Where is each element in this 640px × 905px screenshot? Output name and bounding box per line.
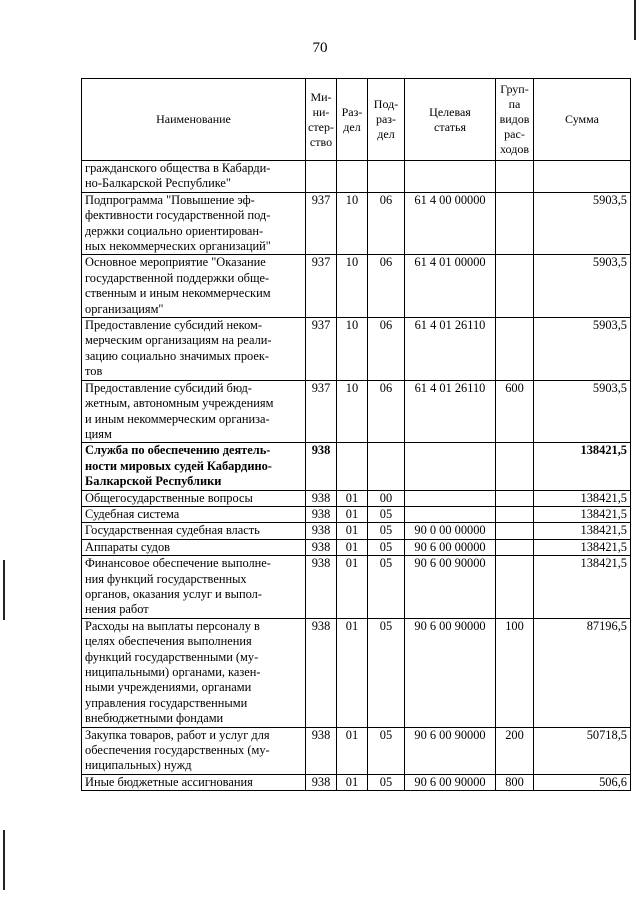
row-target-article: 90 6 00 90000 bbox=[405, 618, 496, 727]
row-section: 01 bbox=[337, 506, 368, 522]
row-ministry: 938 bbox=[306, 556, 337, 619]
table-row bbox=[82, 443, 631, 490]
row-expense-group bbox=[496, 318, 534, 381]
row-subsection: 06 bbox=[368, 318, 405, 381]
row-name: Общегосударственные вопросы bbox=[82, 490, 306, 506]
row-name: Финансовое обеспечение выполне- ния функций государственных органов, оказания услуг и выпол- нения работ bbox=[82, 556, 306, 619]
row-name: гражданского общества в Кабарди- но-Балкарской Республике" bbox=[82, 161, 306, 193]
row-amount: 138421,5 bbox=[534, 506, 631, 522]
row-expense-group bbox=[496, 192, 534, 255]
header-subsection: Под- раз- дел bbox=[368, 79, 405, 161]
table-row bbox=[82, 490, 631, 506]
scan-mark-left-1 bbox=[3, 560, 5, 620]
row-expense-group bbox=[496, 506, 534, 522]
row-amount: 87196,5 bbox=[534, 618, 631, 727]
row-target-article: 90 0 00 00000 bbox=[405, 523, 496, 539]
row-ministry: 937 bbox=[306, 380, 337, 443]
row-target-article bbox=[405, 506, 496, 522]
table-row bbox=[82, 506, 631, 522]
row-section: 01 bbox=[337, 556, 368, 619]
table-row bbox=[82, 192, 631, 255]
table-row bbox=[82, 727, 631, 774]
row-subsection bbox=[368, 443, 405, 490]
row-amount: 5903,5 bbox=[534, 192, 631, 255]
row-name: Иные бюджетные ассигнования bbox=[82, 774, 306, 790]
row-ministry: 938 bbox=[306, 523, 337, 539]
row-target-article: 90 6 00 00000 bbox=[405, 539, 496, 555]
row-amount: 5903,5 bbox=[534, 318, 631, 381]
header-target: Целевая статья bbox=[405, 79, 496, 161]
row-ministry: 938 bbox=[306, 727, 337, 774]
row-section: 01 bbox=[337, 523, 368, 539]
row-subsection: 05 bbox=[368, 523, 405, 539]
row-amount: 506,6 bbox=[534, 774, 631, 790]
row-amount: 138421,5 bbox=[534, 490, 631, 506]
table-row bbox=[82, 774, 631, 790]
row-section: 01 bbox=[337, 539, 368, 555]
row-name: Служба по обеспечению деятель- ности мировых судей Кабардино- Балкарской Республики bbox=[82, 443, 306, 490]
row-section: 10 bbox=[337, 192, 368, 255]
row-target-article: 61 4 00 00000 bbox=[405, 192, 496, 255]
scan-mark-left-2 bbox=[3, 830, 5, 890]
row-ministry: 938 bbox=[306, 490, 337, 506]
row-subsection: 05 bbox=[368, 618, 405, 727]
row-amount: 138421,5 bbox=[534, 523, 631, 539]
row-expense-group bbox=[496, 539, 534, 555]
row-subsection: 05 bbox=[368, 556, 405, 619]
row-target-article: 90 6 00 90000 bbox=[405, 774, 496, 790]
row-name: Расходы на выплаты персоналу в целях обеспечения выполнения функций государственными (му- ниципальными) органами, казен- ными учреждениями, органами управления государственными внебюджетными фондами bbox=[82, 618, 306, 727]
row-expense-group: 200 bbox=[496, 727, 534, 774]
row-subsection: 06 bbox=[368, 192, 405, 255]
row-section bbox=[337, 161, 368, 193]
row-section: 10 bbox=[337, 380, 368, 443]
row-subsection: 06 bbox=[368, 380, 405, 443]
table-row bbox=[82, 539, 631, 555]
row-section: 10 bbox=[337, 318, 368, 381]
header-amount: Сумма bbox=[534, 79, 631, 161]
row-section bbox=[337, 443, 368, 490]
row-name: Закупка товаров, работ и услуг для обеспечения государственных (му- ниципальных) нужд bbox=[82, 727, 306, 774]
row-expense-group: 800 bbox=[496, 774, 534, 790]
table-row bbox=[82, 618, 631, 727]
row-amount: 138421,5 bbox=[534, 539, 631, 555]
table-row bbox=[82, 556, 631, 619]
row-expense-group bbox=[496, 255, 534, 318]
header-expense-group: Груп- па видов рас- ходов bbox=[496, 79, 534, 161]
header-name: Наименование bbox=[82, 79, 306, 161]
row-section: 01 bbox=[337, 727, 368, 774]
row-amount: 5903,5 bbox=[534, 380, 631, 443]
row-subsection bbox=[368, 161, 405, 193]
row-ministry: 937 bbox=[306, 192, 337, 255]
row-expense-group bbox=[496, 556, 534, 619]
header-ministry: Ми- ни- стер- ство bbox=[306, 79, 337, 161]
row-expense-group: 600 bbox=[496, 380, 534, 443]
row-section: 01 bbox=[337, 490, 368, 506]
row-target-article: 61 4 01 26110 bbox=[405, 380, 496, 443]
row-amount: 138421,5 bbox=[534, 556, 631, 619]
row-ministry: 937 bbox=[306, 255, 337, 318]
table-row bbox=[82, 255, 631, 318]
row-name: Подпрограмма "Повышение эф- фективности государственной под- держки социально ориентирован- ных некоммерческих организаций" bbox=[82, 192, 306, 255]
row-section: 01 bbox=[337, 774, 368, 790]
row-subsection: 05 bbox=[368, 727, 405, 774]
header-section: Раз- дел bbox=[337, 79, 368, 161]
table-row bbox=[82, 380, 631, 443]
row-subsection: 06 bbox=[368, 255, 405, 318]
scan-mark-right bbox=[634, 0, 636, 40]
row-name: Предоставление субсидий бюд- жетным, автономным учреждениям и иным некоммерческим организа- циям bbox=[82, 380, 306, 443]
row-ministry: 937 bbox=[306, 318, 337, 381]
row-name: Государственная судебная власть bbox=[82, 523, 306, 539]
row-expense-group bbox=[496, 523, 534, 539]
row-expense-group bbox=[496, 443, 534, 490]
page-number: 70 bbox=[312, 40, 328, 56]
row-expense-group: 100 bbox=[496, 618, 534, 727]
row-target-article bbox=[405, 443, 496, 490]
row-expense-group bbox=[496, 490, 534, 506]
budget-table bbox=[81, 78, 631, 791]
row-section: 01 bbox=[337, 618, 368, 727]
table-header-row bbox=[82, 79, 631, 161]
row-target-article: 90 6 00 90000 bbox=[405, 727, 496, 774]
row-amount: 138421,5 bbox=[534, 443, 631, 490]
row-subsection: 05 bbox=[368, 774, 405, 790]
row-target-article: 90 6 00 90000 bbox=[405, 556, 496, 619]
row-name: Аппараты судов bbox=[82, 539, 306, 555]
row-subsection: 00 bbox=[368, 490, 405, 506]
row-target-article: 61 4 01 26110 bbox=[405, 318, 496, 381]
row-amount: 50718,5 bbox=[534, 727, 631, 774]
table-row bbox=[82, 523, 631, 539]
row-subsection: 05 bbox=[368, 506, 405, 522]
row-ministry: 938 bbox=[306, 539, 337, 555]
row-expense-group bbox=[496, 161, 534, 193]
row-name: Судебная система bbox=[82, 506, 306, 522]
row-ministry bbox=[306, 161, 337, 193]
row-ministry: 938 bbox=[306, 618, 337, 727]
table-row bbox=[82, 318, 631, 381]
row-ministry: 938 bbox=[306, 774, 337, 790]
row-ministry: 938 bbox=[306, 443, 337, 490]
row-ministry: 938 bbox=[306, 506, 337, 522]
table-row bbox=[82, 161, 631, 193]
row-amount bbox=[534, 161, 631, 193]
row-subsection: 05 bbox=[368, 539, 405, 555]
row-section: 10 bbox=[337, 255, 368, 318]
row-target-article: 61 4 01 00000 bbox=[405, 255, 496, 318]
row-name: Предоставление субсидий неком- мерческим организациям на реали- зацию социально значимых проек- тов bbox=[82, 318, 306, 381]
row-amount: 5903,5 bbox=[534, 255, 631, 318]
row-target-article bbox=[405, 490, 496, 506]
row-target-article bbox=[405, 161, 496, 193]
row-name: Основное мероприятие "Оказание государственной поддержки обще- ственным и иным некоммерческим организациям" bbox=[82, 255, 306, 318]
